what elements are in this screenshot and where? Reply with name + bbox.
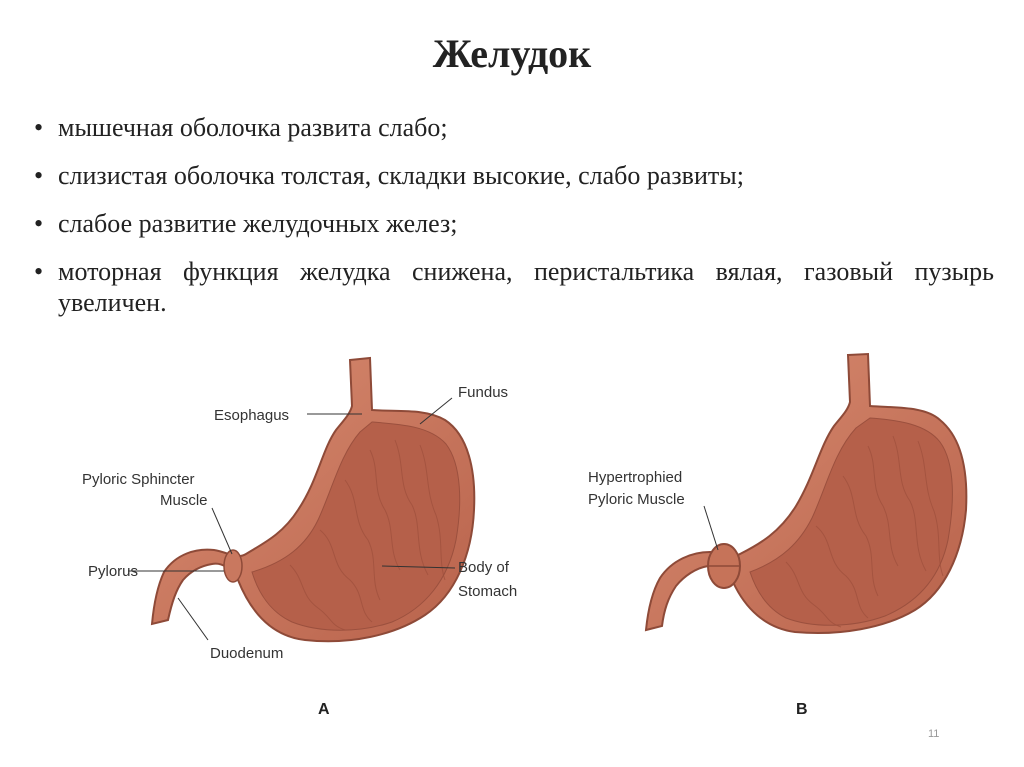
duodenum-label: Duodenum bbox=[210, 645, 284, 662]
pyloric-sphincter-label-line2: Muscle bbox=[160, 492, 208, 509]
hypertrophied-label-line2: Pyloric Muscle bbox=[588, 491, 685, 508]
hypertrophied-leader-line bbox=[704, 506, 718, 550]
bullet-dot: • bbox=[34, 257, 44, 286]
esophagus-label: Esophagus bbox=[214, 407, 290, 424]
bullet-list bbox=[34, 112, 994, 335]
panel-label-b: B bbox=[796, 701, 808, 718]
pyloric-sphincter-leader-line bbox=[212, 508, 232, 554]
bullet-dot: • bbox=[34, 209, 44, 238]
fundus-label: Fundus bbox=[458, 384, 509, 401]
bullet-text: слабое развитие желудочных желез; bbox=[58, 209, 458, 238]
stomach-diagram-b bbox=[588, 354, 966, 718]
pylorus-label: Pylorus bbox=[88, 563, 139, 580]
bullet-item bbox=[34, 160, 994, 191]
hypertrophied-label-line1: Hypertrophied bbox=[588, 469, 683, 486]
duodenum-leader-line bbox=[178, 598, 208, 640]
bullet-dot: • bbox=[34, 113, 44, 142]
panel-label-a: A bbox=[318, 701, 330, 718]
bullet-item bbox=[34, 208, 994, 239]
page-number: 11 bbox=[928, 728, 940, 740]
bullet-item bbox=[34, 112, 994, 143]
body-of-stomach-label-line1: Body of bbox=[458, 559, 509, 576]
pyloric-sphincter-a bbox=[224, 550, 242, 582]
slide-title: Желудок bbox=[432, 31, 592, 76]
bullet-text: моторная функция желудка снижена, перистальтика вялая, газовый пузырь увеличен. bbox=[58, 257, 994, 317]
pyloric-sphincter-label-line1: Pyloric Sphincter bbox=[82, 471, 195, 488]
bullet-text: мышечная оболочка развита слабо; bbox=[58, 113, 448, 142]
stomach-figure bbox=[0, 340, 1024, 740]
bullet-item bbox=[34, 256, 994, 318]
bullet-dot: • bbox=[34, 161, 44, 190]
stomach-diagram-a bbox=[82, 358, 517, 718]
body-of-stomach-label-line2: Stomach bbox=[458, 583, 518, 600]
bullet-text: слизистая оболочка толстая, складки высокие, слабо развиты; bbox=[58, 161, 744, 190]
